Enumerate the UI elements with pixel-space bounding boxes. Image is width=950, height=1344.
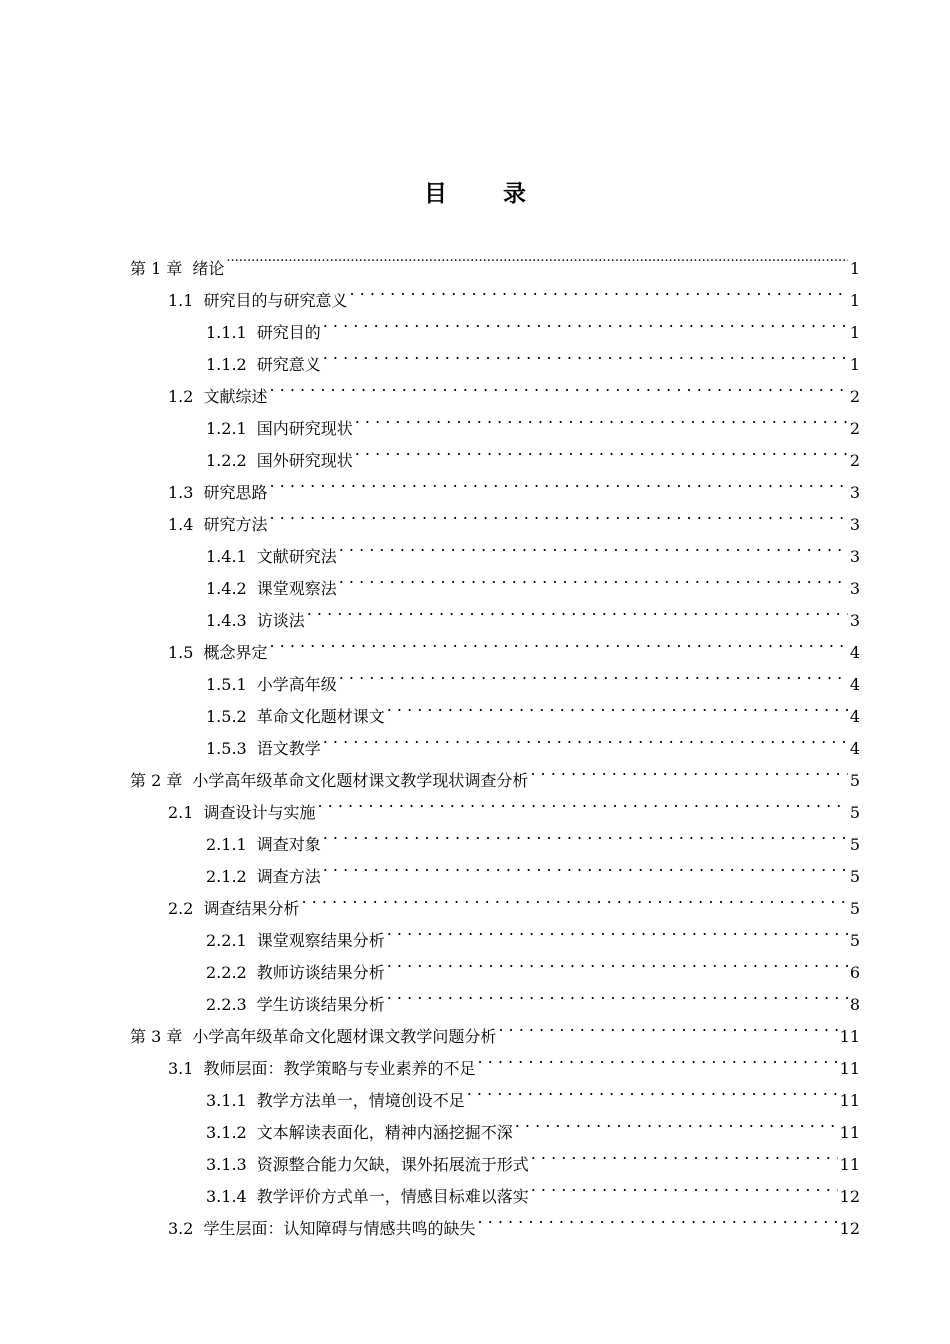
- toc-leader-dots: [531, 1138, 838, 1170]
- toc-entry-title: 语文教学: [256, 739, 321, 758]
- toc-leader-dots: [323, 306, 848, 338]
- toc-entry-number: 1.5.3: [206, 739, 247, 758]
- toc-leader-dots: [515, 1106, 838, 1138]
- page-title: 目 录: [423, 181, 550, 207]
- toc-leader-dots: [387, 946, 848, 978]
- toc-entry-page: 3: [849, 547, 860, 566]
- toc-entry-number: 1.1.1: [206, 323, 247, 342]
- toc-entry-title: 调查对象: [256, 835, 321, 854]
- toc-entry-number: 第 3 章: [130, 1027, 183, 1046]
- toc-entry-number: 3.1: [168, 1059, 194, 1078]
- toc-entry-title: 课堂观察法: [256, 579, 337, 598]
- toc-entry-page: 1: [849, 355, 860, 374]
- toc-entry-title: 文本解读表面化，精神内涵挖掘不深: [256, 1123, 513, 1142]
- toc-leader-dots: [317, 786, 847, 818]
- toc-entry-title: 教学方法单一，情境创设不足: [256, 1091, 465, 1110]
- toc-entry-title: 教学评价方式单一，情感目标难以落实: [256, 1187, 529, 1206]
- toc-leader-dots: [339, 658, 848, 690]
- toc-entry-page: 2: [849, 419, 860, 438]
- toc-entry-page: 4: [849, 643, 860, 662]
- toc-entry-title: 调查结果分析: [203, 899, 300, 918]
- toc-entry-number: 1.5.2: [206, 707, 247, 726]
- toc-leader-dots: [387, 978, 848, 1010]
- toc-entry-page: 11: [839, 1155, 860, 1174]
- toc-entry-title: 概念界定: [203, 643, 268, 662]
- toc-entry-number: 2.2: [168, 899, 194, 918]
- toc-leader-dots: [323, 338, 848, 370]
- toc-entry-number: 1.1: [168, 291, 194, 310]
- toc-leader-dots: [477, 1042, 837, 1074]
- table-of-contents: [130, 242, 860, 1238]
- toc-entry-number: 1.3: [168, 483, 194, 502]
- toc-entry-number: 3.1.1: [206, 1091, 247, 1110]
- toc-entry-page: 5: [849, 931, 860, 950]
- toc-entry-number: 3.1.4: [206, 1187, 247, 1206]
- toc-entry-page: 5: [849, 899, 860, 918]
- toc-entry[interactable]: [130, 242, 860, 278]
- toc-leader-dots: [339, 530, 848, 562]
- toc-leader-dots: [530, 754, 847, 786]
- toc-entry-title: 教师层面：教学策略与专业素养的不足: [203, 1059, 476, 1078]
- toc-entry-title: 学生访谈结果分析: [256, 995, 385, 1014]
- toc-entry-number: 1.4.3: [206, 611, 247, 630]
- toc-leader-dots: [339, 562, 848, 594]
- toc-entry-title: 资源整合能力欠缺，课外拓展流于形式: [256, 1155, 529, 1174]
- toc-leader-dots: [226, 242, 847, 274]
- toc-leader-dots: [269, 626, 847, 658]
- toc-entry-title: 革命文化题材课文: [256, 707, 385, 726]
- toc-entry-title: 文献研究法: [256, 547, 337, 566]
- toc-entry-page: 6: [849, 963, 860, 982]
- toc-entry-page: 11: [839, 1027, 860, 1046]
- toc-entry-number: 1.2: [168, 387, 194, 406]
- toc-entry-number: 2.2.1: [206, 931, 247, 950]
- toc-leader-dots: [301, 882, 847, 914]
- toc-entry-title: 调查设计与实施: [203, 803, 316, 822]
- toc-entry-number: 1.5: [168, 643, 194, 662]
- toc-entry-number: 1.4: [168, 515, 194, 534]
- toc-entry-title: 学生层面：认知障碍与情感共鸣的缺失: [203, 1219, 476, 1238]
- toc-leader-dots: [269, 370, 847, 402]
- toc-leader-dots: [387, 914, 848, 946]
- toc-leader-dots: [355, 434, 848, 466]
- toc-entry-title: 研究目的: [256, 323, 321, 342]
- toc-leader-dots: [531, 1170, 838, 1202]
- toc-entry-number: 2.2.3: [206, 995, 247, 1014]
- toc-entry-page: 2: [849, 451, 860, 470]
- toc-entry-title: 访谈法: [256, 611, 305, 630]
- toc-leader-dots: [467, 1074, 838, 1106]
- toc-entry-number: 1.4.2: [206, 579, 247, 598]
- toc-entry-title: 研究目的与研究意义: [203, 291, 348, 310]
- toc-leader-dots: [307, 594, 848, 626]
- toc-entry-page: 11: [839, 1059, 860, 1078]
- toc-entry-number: 1.2.1: [206, 419, 247, 438]
- toc-entry-number: 1.1.2: [206, 355, 247, 374]
- toc-entry-page: 3: [849, 611, 860, 630]
- toc-entry-number: 3.1.3: [206, 1155, 247, 1174]
- toc-entry-number: 2.1: [168, 803, 194, 822]
- toc-entry-number: 2.2.2: [206, 963, 247, 982]
- toc-entry-page: 12: [839, 1187, 860, 1206]
- toc-entry-number: 第 1 章: [130, 259, 183, 278]
- toc-entry-page: 2: [849, 387, 860, 406]
- toc-entry-title: 调查方法: [256, 867, 321, 886]
- toc-leader-dots: [323, 850, 848, 882]
- toc-entry-page: 4: [849, 739, 860, 758]
- toc-leader-dots: [387, 690, 848, 722]
- toc-leader-dots: [477, 1202, 837, 1234]
- toc-entry-title: 文献综述: [203, 387, 268, 406]
- toc-leader-dots: [323, 818, 848, 850]
- toc-entry-page: 12: [839, 1219, 860, 1238]
- toc-entry-number: 1.2.2: [206, 451, 247, 470]
- toc-entry-title: 小学高年级革命文化题材课文教学问题分析: [192, 1027, 497, 1046]
- toc-entry-title: 研究思路: [203, 483, 268, 502]
- toc-entry-page: 1: [849, 291, 860, 310]
- toc-entry-title: 国内研究现状: [256, 419, 353, 438]
- toc-entry-page: 1: [849, 259, 860, 278]
- toc-leader-dots: [269, 498, 847, 530]
- toc-entry-page: 4: [849, 675, 860, 694]
- toc-entry-number: 第 2 章: [130, 771, 183, 790]
- toc-entry-title: 教师访谈结果分析: [256, 963, 385, 982]
- toc-leader-dots: [355, 402, 848, 434]
- toc-entry-title: 绪论: [192, 259, 225, 278]
- toc-entry-title: 小学高年级: [256, 675, 337, 694]
- toc-leader-dots: [498, 1010, 837, 1042]
- toc-entry-title: 研究方法: [203, 515, 268, 534]
- toc-entry-page: 5: [849, 803, 860, 822]
- toc-entry-number: 2.1.2: [206, 867, 247, 886]
- toc-leader-dots: [269, 466, 847, 498]
- toc-entry-page: 3: [849, 483, 860, 502]
- toc-entry-number: 3.2: [168, 1219, 194, 1238]
- toc-entry-page: 1: [849, 323, 860, 342]
- toc-entry-title: 研究意义: [256, 355, 321, 374]
- toc-entry-page: 3: [849, 515, 860, 534]
- toc-entry-page: 11: [839, 1123, 860, 1142]
- toc-entry-page: 8: [849, 995, 860, 1014]
- toc-entry-title: 课堂观察结果分析: [256, 931, 385, 950]
- toc-entry-page: 5: [849, 835, 860, 854]
- toc-entry-page: 5: [849, 771, 860, 790]
- toc-entry-number: 1.4.1: [206, 547, 247, 566]
- toc-entry-number: 2.1.1: [206, 835, 247, 854]
- toc-entry-page: 11: [839, 1091, 860, 1110]
- toc-entry-page: 5: [849, 867, 860, 886]
- toc-leader-dots: [323, 722, 848, 754]
- toc-entry-page: 3: [849, 579, 860, 598]
- toc-entry-number: 3.1.2: [206, 1123, 247, 1142]
- toc-entry[interactable]: [130, 274, 860, 310]
- toc-entry-title: 小学高年级革命文化题材课文教学现状调查分析: [192, 771, 529, 790]
- toc-entry-title: 国外研究现状: [256, 451, 353, 470]
- toc-entry-page: 4: [849, 707, 860, 726]
- toc-leader-dots: [349, 274, 847, 306]
- toc-entry-number: 1.5.1: [206, 675, 247, 694]
